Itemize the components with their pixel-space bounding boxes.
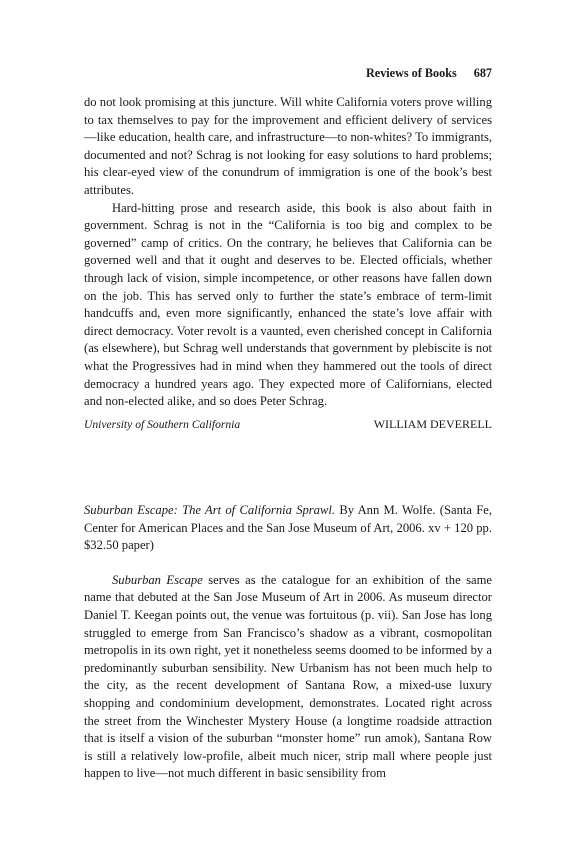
book-publication-info: By Ann M. Wolfe. (Santa Fe, Center for American Places and the San Jose Museum of Art, 2006. xv + 120 pp. $32.50 paper) [84, 503, 492, 553]
reviewer-affiliation: University of Southern California [84, 417, 241, 431]
review2-paragraph-1-text: serves as the catalogue for an exhibition of the same name that debuted at the San Jose Museum of Art in 2006. As museum director Daniel T. Keegan points out, the venue was fortuitous (p. vii). San Jose has long struggled to emerge from San Francisco’s shadow as a vibrant, cosmopolitan metropolis in its own right, yet it nonetheless seems doomed to be informed by a predominantly suburban sensibility. New Urbanism has not been much help to the city, as the recent development of Santana Row, a mixed-use luxury shopping and condominium development, demonstrates. Located right across the street from the Winchester Mystery House (a longtime roadside attraction that is itself a vision of the suburban “monster home” run amok), Santana Row is still a relatively low-profile, albeit much nicer, strip mall where people just happen to live—not much different in basic sensibility from [84, 572, 492, 781]
running-head [84, 66, 492, 81]
review1-signature [84, 416, 492, 434]
book-citation [84, 502, 492, 555]
running-title: Reviews of Books [365, 66, 457, 80]
book-title: Suburban Escape: The Art of California Sprawl. [84, 503, 336, 517]
review-2 [84, 502, 492, 783]
review1-paragraph-1: do not look promising at this juncture. Will white California voters prove willing to tax themselves to pay for the improvement and efficient delivery of services—like education, health care, and infrastructure—to non-whites? To immigrants, documented and not? Schrag is not looking for easy solutions to hard problems; his clear-eyed view of the conundrum of immigration is one of the book’s best attributes. [84, 95, 492, 197]
page-number: 687 [473, 66, 492, 80]
review2-paragraph-1 [84, 572, 492, 783]
review1-paragraph-2: Hard-hitting prose and research aside, this book is also about faith in government. Schrag is not in the “California is too big and complex to be governed” camp of critics. On the contrary, he believes that California can be governed well and that it ought and deserves to be. Elected officials, whether through lack of vision, simple incompetence, or other reasons have fallen down on the job. This has served only to further the state’s embrace of term-limit handcuffs and, even more significantly, enhanced the state’s love affair with direct democracy. Voter revolt is a vaunted, even cherished concept in California (as elsewhere), but Schrag well understands that government by plebiscite is not what the Progressives had in mind when they hammered out the tools of direct democracy a hundred years ago. They expected more of Californians, elected and non-elected alike, and so does Peter Schrag. [84, 200, 492, 409]
review-1 [84, 94, 492, 433]
review2-book-title-inline: Suburban Escape [112, 572, 203, 587]
reviewer-name: WILLIAM DEVERELL [373, 416, 492, 431]
